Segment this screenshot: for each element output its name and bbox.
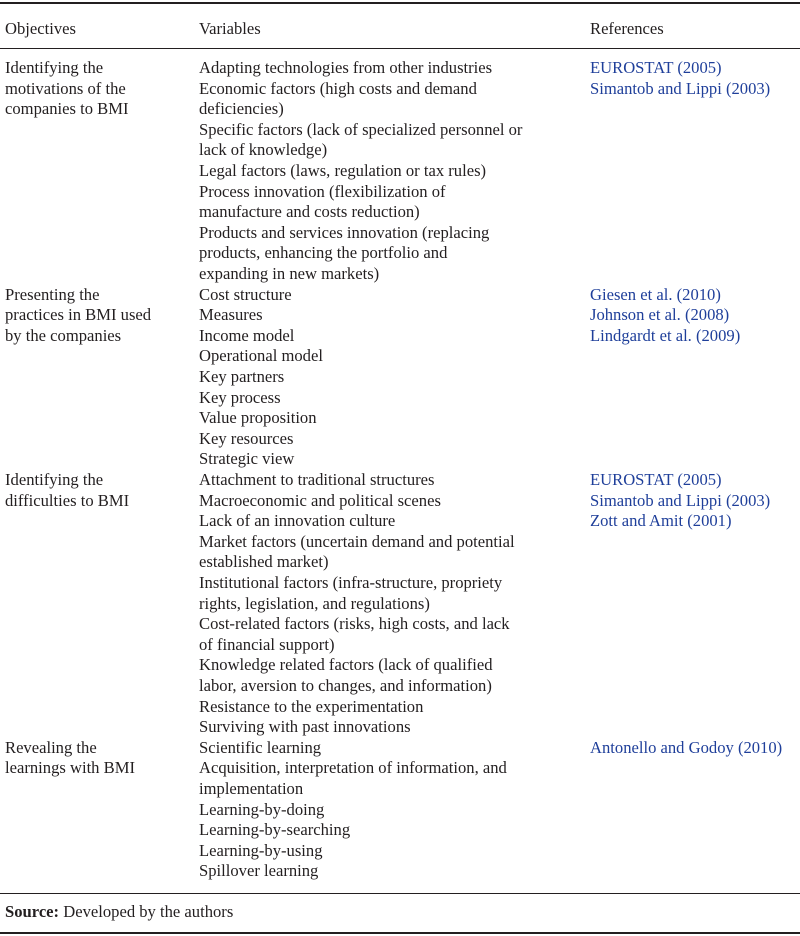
- variables-line: Adapting technologies from other industries: [199, 58, 493, 77]
- variables-line: products, enhancing the portfolio and: [199, 243, 448, 263]
- header-objectives: Objectives: [5, 19, 76, 38]
- variables-line: Acquisition, interpretation of information, and: [199, 758, 507, 778]
- variables-line: Learning-by-using: [199, 840, 323, 860]
- references-cell: [590, 738, 800, 759]
- variables-cell: [199, 470, 584, 738]
- variables-line: Income model: [199, 325, 295, 345]
- objective-line: difficulties to BMI: [5, 490, 130, 510]
- variables-line: manufacture and costs reduction): [199, 202, 420, 222]
- objective-line: practices in BMI used: [5, 305, 152, 325]
- objective-line: motivations of the: [5, 78, 126, 98]
- variables-line: Value proposition: [199, 408, 317, 428]
- variables-line: Measures: [199, 305, 263, 325]
- objective-cell: [5, 58, 190, 120]
- variables-line: Cost structure: [199, 284, 292, 304]
- objective-line: Identifying the: [5, 58, 104, 77]
- variables-line: expanding in new markets): [199, 263, 380, 283]
- objective-line: Identifying the: [5, 470, 104, 489]
- variables-line: Key process: [199, 387, 281, 407]
- variables-line: Products and services innovation (replacing: [199, 222, 490, 242]
- variables-line: Legal factors (laws, regulation or tax rules): [199, 160, 487, 180]
- variables-line: of financial support): [199, 634, 335, 654]
- variables-line: labor, aversion to changes, and information): [199, 675, 492, 695]
- references-cell: [590, 285, 800, 347]
- references-cell: [590, 58, 800, 99]
- variables-line: Attachment to traditional structures: [199, 470, 435, 489]
- objective-cell: [5, 285, 190, 347]
- variables-line: lack of knowledge): [199, 140, 328, 160]
- variables-line: Strategic view: [199, 449, 295, 469]
- header-rule: [0, 48, 800, 49]
- reference-link[interactable]: EUROSTAT (2005): [590, 470, 722, 489]
- reference-link[interactable]: Antonello and Godoy (2010): [590, 737, 783, 757]
- reference-link[interactable]: Lindgardt et al. (2009): [590, 325, 741, 345]
- table-bottom-rule: [0, 893, 800, 894]
- variables-line: Market factors (uncertain demand and potential: [199, 531, 515, 551]
- variables-line: implementation: [199, 778, 304, 798]
- variables-cell: [199, 285, 584, 470]
- variables-line: Surviving with past innovations: [199, 717, 411, 737]
- objective-line: learnings with BMI: [5, 758, 135, 778]
- variables-line: deficiencies): [199, 99, 284, 119]
- variables-line: Institutional factors (infra-structure, propriety: [199, 572, 503, 592]
- reference-link[interactable]: Zott and Amit (2001): [590, 511, 732, 531]
- variables-line: Operational model: [199, 346, 323, 366]
- objective-line: by the companies: [5, 325, 122, 345]
- variables-line: Lack of an innovation culture: [199, 511, 396, 531]
- variables-line: Process innovation (flexibilization of: [199, 181, 446, 201]
- source-label: Source:: [5, 902, 60, 921]
- variables-line: Economic factors (high costs and demand: [199, 78, 477, 98]
- page-bottom-rule: [0, 932, 800, 934]
- variables-line: Specific factors (lack of specialized personnel or: [199, 119, 523, 139]
- variables-line: Cost-related factors (risks, high costs, and lack: [199, 614, 510, 634]
- variables-line: Macroeconomic and political scenes: [199, 490, 441, 510]
- reference-link[interactable]: Giesen et al. (2010): [590, 284, 721, 304]
- reference-link[interactable]: Simantob and Lippi (2003): [590, 490, 771, 510]
- header-references: References: [590, 19, 664, 38]
- variables-line: Spillover learning: [199, 861, 319, 881]
- variables-line: Learning-by-doing: [199, 799, 325, 819]
- table-top-rule: [0, 2, 800, 4]
- source-note: [5, 901, 233, 923]
- variables-line: Key partners: [199, 366, 285, 386]
- objective-line: Revealing the: [5, 737, 97, 757]
- reference-link[interactable]: EUROSTAT (2005): [590, 58, 722, 77]
- variables-line: Scientific learning: [199, 737, 322, 757]
- variables-line: Learning-by-searching: [199, 820, 351, 840]
- objective-line: Presenting the: [5, 284, 100, 304]
- objective-cell: [5, 738, 190, 779]
- objective-cell: [5, 470, 190, 511]
- variables-line: Resistance to the experimentation: [199, 696, 424, 716]
- variables-line: Key resources: [199, 428, 294, 448]
- variables-cell: [199, 58, 584, 285]
- header-variables: Variables: [199, 19, 261, 38]
- variables-cell: [199, 738, 584, 882]
- variables-line: rights, legislation, and regulations): [199, 593, 430, 613]
- reference-link[interactable]: Johnson et al. (2008): [590, 305, 730, 325]
- source-text: Developed by the authors: [63, 902, 234, 921]
- reference-link[interactable]: Simantob and Lippi (2003): [590, 78, 771, 98]
- objective-line: companies to BMI: [5, 99, 129, 119]
- variables-line: Knowledge related factors (lack of qualified: [199, 655, 493, 675]
- variables-line: established market): [199, 552, 329, 572]
- references-cell: [590, 470, 800, 532]
